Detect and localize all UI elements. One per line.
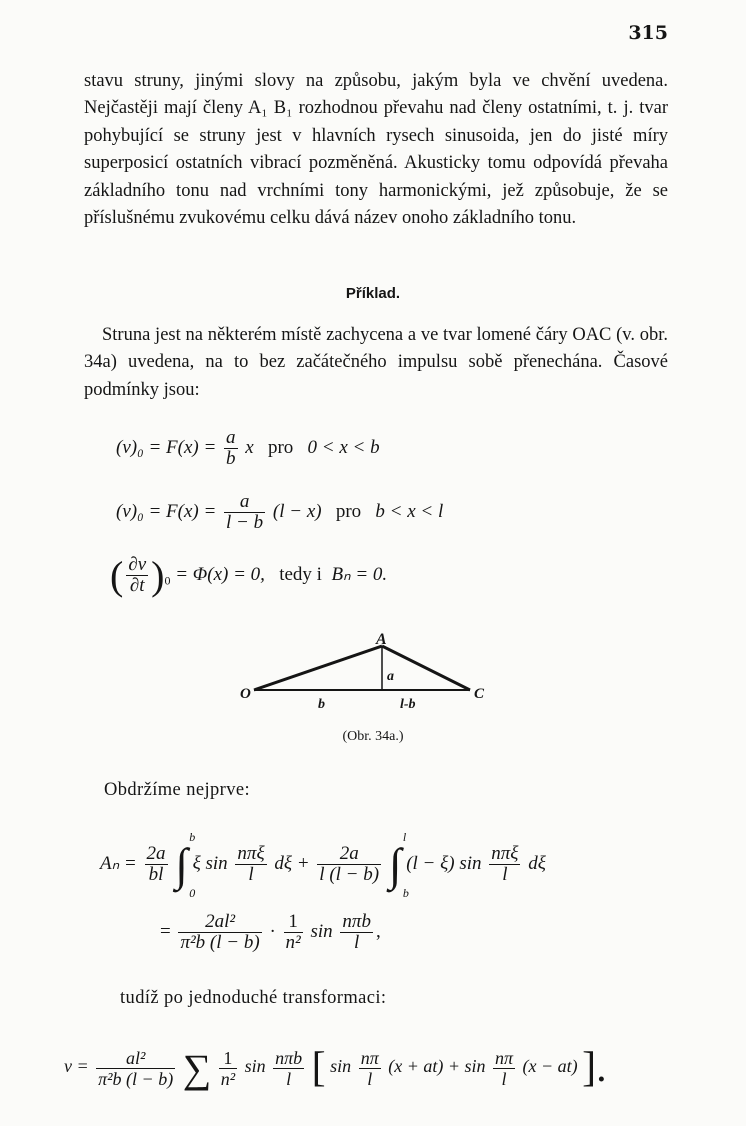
intro-text-2: tudíž po jednoduché transformaci: (120, 988, 387, 1008)
string-diagram (232, 628, 492, 718)
label-a-top: A (376, 631, 387, 648)
page-number: 315 (628, 22, 668, 44)
an-equation: Aₙ = $\frac{2a}{bl}$ ∫ b 0 ξ sin $\frac{\text{nπξ}}{l}$ dξ + $\frac{2a}{l (l - b)}$ ∫ l b (l − ξ) sin $\frac{\text{nπξ}}{l}$ dξ (100, 830, 546, 900)
label-o: O (240, 686, 251, 702)
section-heading: Příklad. (345, 285, 401, 302)
condition-3: ( $\frac{\partial v}{\partial t}$ )$_0 = \Phi(x) = 0$, tedy i Bₙ = 0. (110, 553, 388, 598)
label-c: C (474, 686, 485, 702)
v-equation: v = $\frac{\text{al²}}{\text{π²b (l − b)}}$ ∑ $\frac{1}{\text{n²}}$ sin $\frac{\text{nπb}}{l}$ [ sin $\frac{n\pi}{l}$ (x + at) + sin $\frac{n\pi}{l}$ (x − at) ]. (64, 1045, 607, 1091)
condition-1: (v)₀ = F(x) = $\frac{a}{b}$ x pro 0 < x < b (116, 427, 380, 469)
label-l-b: l-b (400, 697, 416, 712)
condition-2: (v)₀ = F(x) = $\frac{a}{l - b}$ (l − x) pro b < x < l (116, 491, 444, 533)
label-b: b (318, 697, 325, 712)
intro-text-1: Obdržíme nejprve: (104, 780, 251, 800)
an-equation-result: = $\frac{\text{2al²}}{\text{π²b (l − b)}}$ · $\frac{1}{\text{n²}}$ sin $\frac{\text{nπb}}{l}$ , (160, 911, 381, 953)
label-a-height: a (387, 669, 394, 684)
body-paragraph-2: Struna jest na některém místě zachycena a ve tvar lomené čáry OAC (v. obr. 34a) uvedena, na to bez začátečného impulsu sobě přenechána. Časové podmínky jsou: (84, 325, 668, 400)
figure-caption: (Obr. 34a.) (342, 729, 404, 744)
body-paragraph-1: stavu struny, jinými slovy na způsobu, jakým byla ve chvění uvedena. Nejčastěji mají členy A₁ B₁ rozhodnou převahu nad členy ostatními, t. j. tvar pohybující se struny jest v hlavních rysech sinusoida, jen do jisté míry superposicí ostatních vibrací pozměněná. Akusticky tomu odpovídá převaha základního tonu nad vrchními tony harmonickými, jež způsobuje, že se příslušnému zvukovému celku dává název onoho základního tonu. (84, 71, 668, 229)
